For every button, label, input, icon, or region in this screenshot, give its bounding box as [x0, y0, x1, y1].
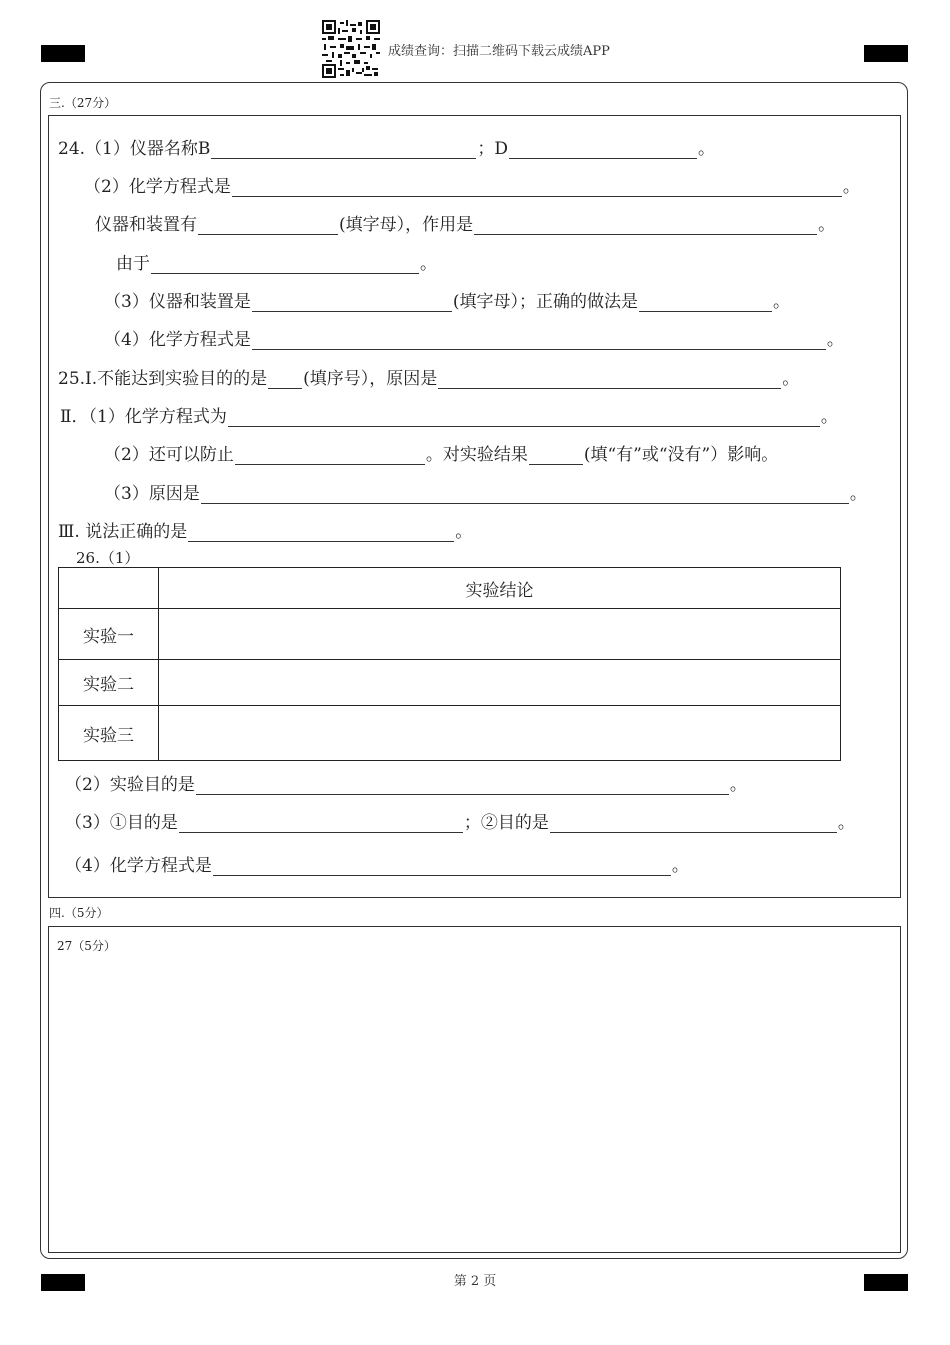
table-row-label: 实验一 [59, 609, 159, 660]
q25-line-2: Ⅱ．（1）化学方程式为 。 [60, 407, 838, 427]
registration-mark-top-right [864, 45, 908, 62]
q25-line-4: （3）原因是 。 [104, 484, 867, 504]
q26-line-3: （3）①目的是 ；②目的是 。 [65, 813, 855, 833]
answer-cell[interactable] [159, 609, 841, 660]
answer-cell[interactable] [159, 660, 841, 706]
q27-label: 27（5分） [57, 939, 116, 953]
q24-line-1: 24.（1）仪器名称B ；D 。 [58, 139, 715, 159]
answer-blank[interactable] [252, 293, 452, 312]
page-number: 第 2 页 [453, 1274, 497, 1289]
q24-line-5: （3）仪器和装置是 (填字母）；正确的做法是 。 [104, 292, 790, 312]
q26-line-2: （2）实验目的是 。 [65, 775, 747, 795]
table-row-label: 实验三 [59, 706, 159, 761]
answer-blank[interactable] [232, 178, 842, 197]
answer-blank[interactable] [179, 814, 463, 833]
answer-blank[interactable] [188, 523, 454, 542]
q25-line-1: 25.Ⅰ.不能达到实验目的的是 (填序号），原因是 。 [58, 369, 800, 389]
answer-blank[interactable] [235, 446, 425, 465]
q25-line-5: Ⅲ. 说法正确的是 。 [58, 522, 473, 542]
answer-blank[interactable] [201, 485, 849, 504]
section-4-label: 四.（5分） [49, 906, 109, 920]
answer-blank[interactable] [228, 408, 820, 427]
answer-blank[interactable] [252, 331, 826, 350]
q24-line-2: （2）化学方程式是 。 [84, 177, 860, 197]
answer-blank[interactable] [639, 293, 772, 312]
section-3-label: 三.（27分） [49, 96, 117, 110]
q24-line-4: 由于 。 [116, 254, 437, 274]
answer-blank[interactable] [438, 370, 781, 389]
header-score-query-text: 成绩查询：扫描二维码下载云成绩APP [388, 44, 610, 59]
registration-mark-top-left [41, 45, 85, 62]
q24-line-6: （4）化学方程式是 。 [104, 330, 844, 350]
answer-blank[interactable] [151, 255, 419, 274]
answer-blank[interactable] [198, 216, 338, 235]
qr-code-icon[interactable] [322, 20, 380, 78]
q25-line-3: （2）还可以防止 。对实验结果 (填“有”或“没有”）影响。 [104, 445, 779, 465]
q26-conclusion-table [58, 567, 841, 761]
answer-blank[interactable] [509, 140, 697, 159]
answer-blank[interactable] [268, 370, 302, 389]
answer-blank[interactable] [529, 446, 583, 465]
answer-cell[interactable] [159, 706, 841, 761]
answer-blank[interactable] [196, 776, 729, 795]
q26-line-4: （4）化学方程式是 。 [65, 856, 689, 876]
table-header-cell: 实验结论 [159, 568, 841, 609]
answer-blank[interactable] [474, 216, 817, 235]
answer-blank[interactable] [211, 140, 476, 159]
answer-blank[interactable] [550, 814, 837, 833]
table-header-cell [59, 568, 159, 609]
q24-line-3: 仪器和装置有 (填字母），作用是 。 [95, 215, 836, 235]
section-4-answer-box[interactable] [48, 926, 901, 1253]
q26-label: 26.（1） [76, 549, 140, 567]
table-row-label: 实验二 [59, 660, 159, 706]
answer-blank[interactable] [213, 857, 671, 876]
